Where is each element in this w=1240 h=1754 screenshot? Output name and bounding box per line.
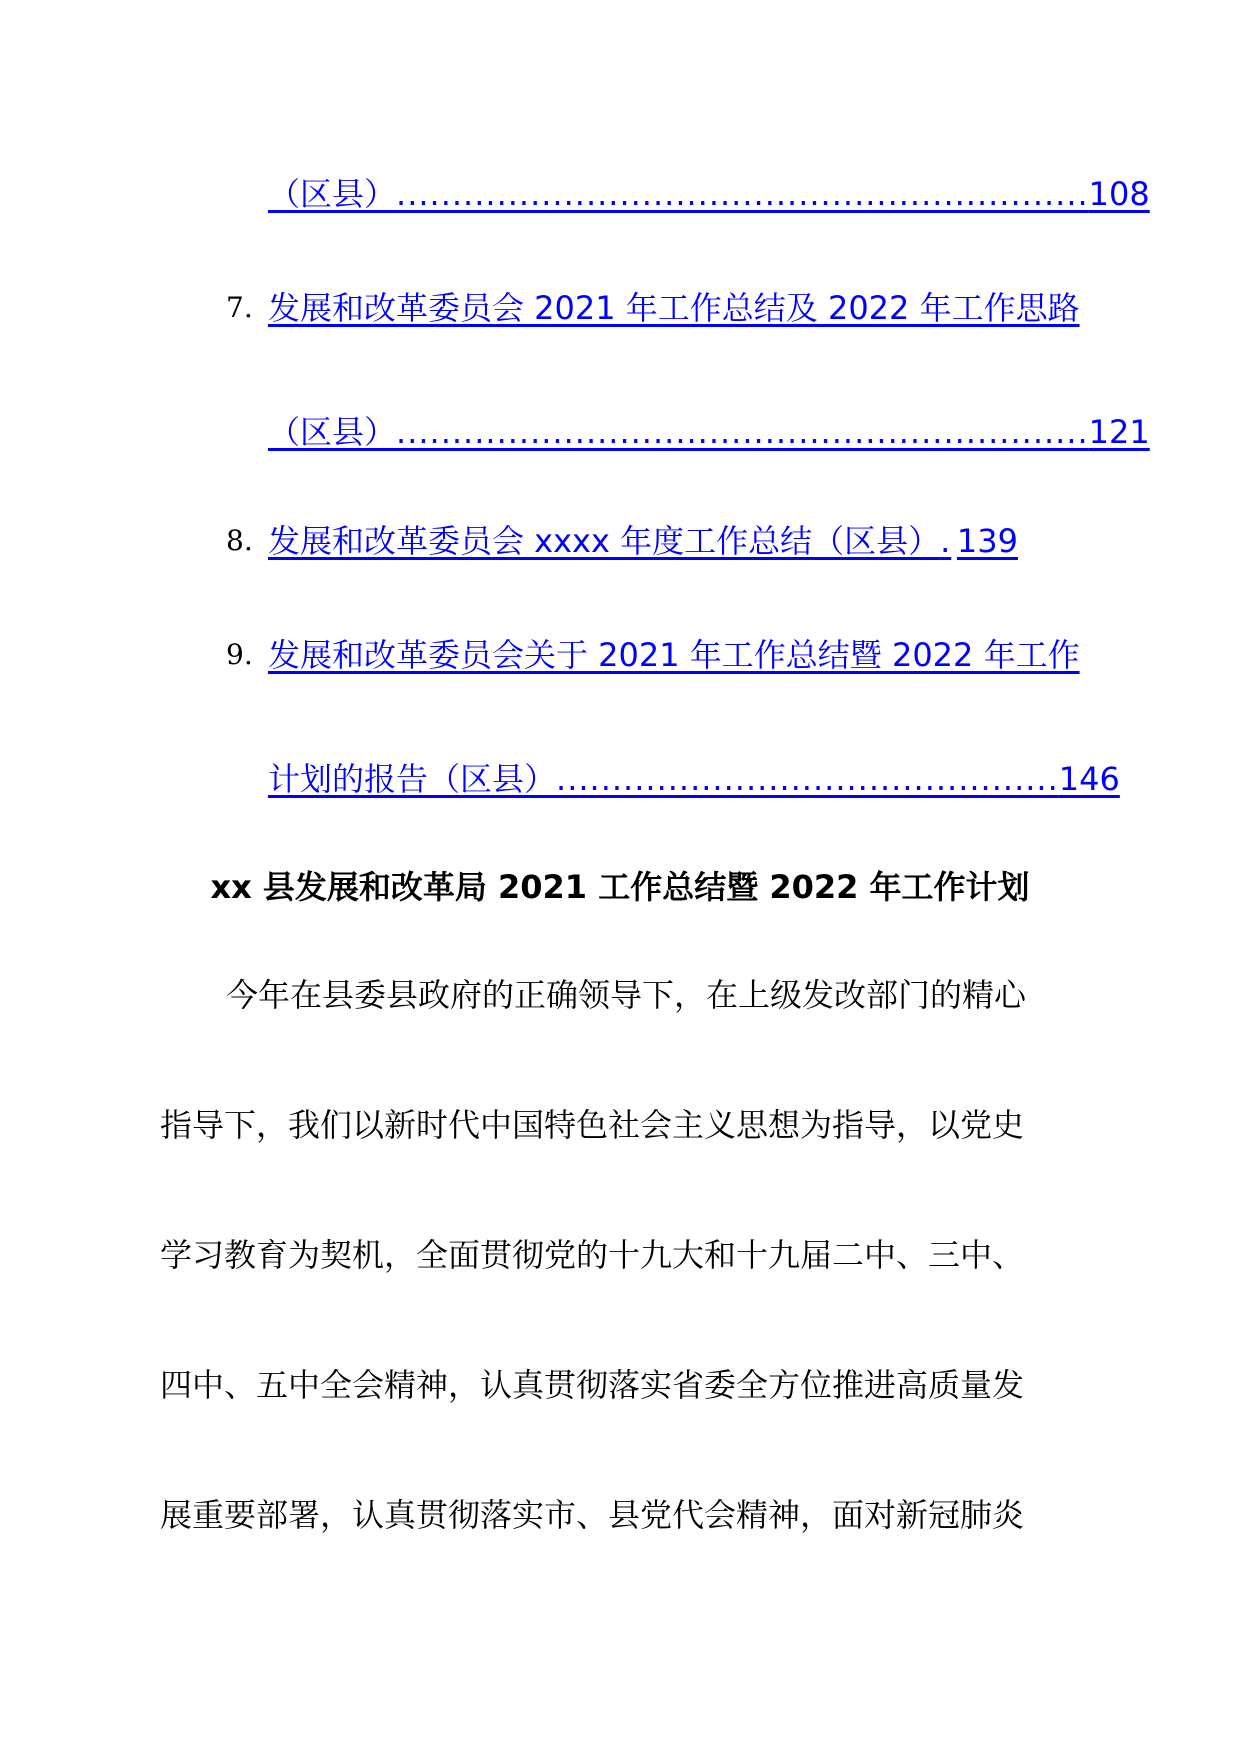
toc-page-number: 146	[1058, 760, 1120, 798]
toc-entry-text: （区县）	[268, 175, 397, 213]
toc-entry-number: 7.	[226, 291, 253, 324]
toc-link[interactable]	[268, 516, 1018, 566]
toc-entry-text: （区县）	[268, 413, 397, 451]
toc-entry-9-line-2[interactable]	[268, 754, 1120, 804]
paragraph-line: 四中、五中全会精神，认真贯彻落实省委全方位推进高质量发	[160, 1366, 1025, 1404]
toc-entry-number: 8.	[226, 524, 253, 557]
toc-entry-7-line-2[interactable]	[268, 407, 1150, 457]
toc-page-number: 139	[956, 522, 1018, 560]
toc-entry-7-line-1[interactable]	[268, 283, 1080, 333]
toc-link[interactable]	[268, 754, 1120, 804]
toc-entry-9-line-1[interactable]	[268, 630, 1080, 680]
paragraph-line: 学习教育为契机，全面贯彻党的十九大和十九届二中、三中、	[160, 1236, 1025, 1274]
toc-leader-dots: .............................................	[556, 760, 1059, 798]
toc-page-number: 108	[1088, 175, 1150, 213]
toc-entry-8-line-1[interactable]	[268, 516, 1018, 566]
toc-leader-dots: ..............................................................	[396, 413, 1089, 451]
toc-entry-6-line-2[interactable]	[268, 169, 1150, 219]
document-title: xx 县发展和改革局 2021 工作总结暨 2022 年工作计划	[210, 868, 1030, 906]
paragraph-line: 今年在县委县政府的正确领导下，在上级发改部门的精心	[226, 976, 1027, 1014]
toc-link[interactable]: 发展和改革委员会 2021 年工作总结及 2022 年工作思路	[268, 289, 1080, 327]
paragraph-line: 指导下，我们以新时代中国特色社会主义思想为指导，以党史	[160, 1106, 1025, 1144]
toc-leader-dots: .	[940, 522, 952, 560]
toc-entry-text: 计划的报告（区县）	[268, 760, 557, 798]
toc-entry-number: 9.	[226, 638, 253, 671]
toc-link[interactable]	[268, 169, 1150, 219]
paragraph-line: 展重要部署，认真贯彻落实市、县党代会精神，面对新冠肺炎	[160, 1496, 1025, 1534]
toc-link[interactable]	[268, 407, 1150, 457]
toc-leader-dots: ..............................................................	[396, 175, 1089, 213]
toc-link[interactable]: 发展和改革委员会关于 2021 年工作总结暨 2022 年工作	[268, 636, 1080, 674]
toc-entry-text: 发展和改革委员会 xxxx 年度工作总结（区县）	[268, 522, 941, 560]
toc-page-number: 121	[1088, 413, 1150, 451]
